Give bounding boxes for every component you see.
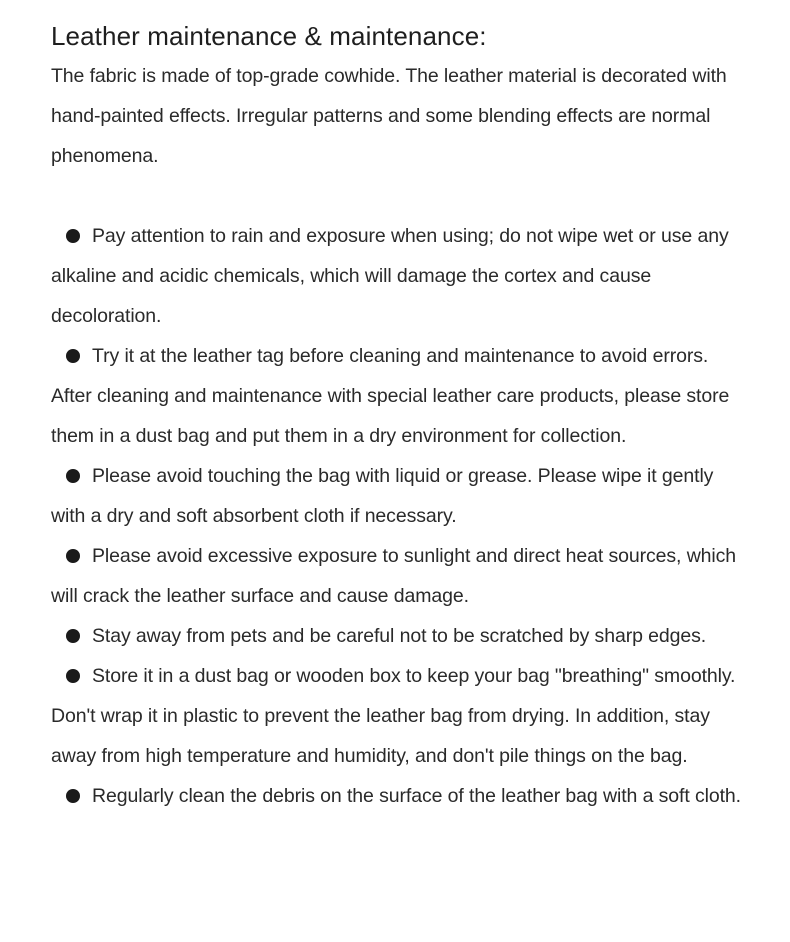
care-instructions — [51, 18, 741, 816]
list-item — [51, 336, 741, 456]
list-item — [51, 536, 741, 616]
list-item-text: Please avoid touching the bag with liquid or grease. Please wipe it gently with a dry and soft absorbent cloth if necessary. — [51, 465, 714, 527]
list-item — [51, 656, 741, 776]
list-item-text: Regularly clean the debris on the surface of the leather bag with a soft cloth. — [92, 785, 741, 807]
bullet-icon — [66, 349, 80, 363]
spacer — [51, 176, 741, 216]
list-item-text: Pay attention to rain and exposure when using; do not wipe wet or use any alkaline and acidic chemicals, which will damage the cortex and cause decoloration. — [51, 225, 729, 327]
section-title: Leather maintenance & maintenance: — [51, 21, 487, 51]
bullet-icon — [66, 789, 80, 803]
intro-paragraph: The fabric is made of top-grade cowhide. The leather material is decorated with hand-painted effects. Irregular patterns and some blending effects are normal phenomena. — [51, 65, 727, 167]
bullet-list — [51, 216, 741, 816]
bullet-icon — [66, 229, 80, 243]
bullet-icon — [66, 549, 80, 563]
list-item-text: Try it at the leather tag before cleaning and maintenance to avoid errors. After cleaning and maintenance with special leather care products, please store them in a dust bag and put them in a dry environment for collection. — [51, 345, 730, 447]
list-item — [51, 456, 741, 536]
bullet-icon — [66, 629, 80, 643]
bullet-icon — [66, 469, 80, 483]
list-item — [51, 616, 741, 656]
list-item-text: Please avoid excessive exposure to sunlight and direct heat sources, which will crack the leather surface and cause damage. — [51, 545, 737, 607]
list-item-text: Store it in a dust bag or wooden box to keep your bag "breathing" smoothly. Don't wrap it in plastic to prevent the leather bag from drying. In addition, stay away from high temperature and humidity, and don't pile things on the bag. — [51, 665, 736, 767]
bullet-icon — [66, 669, 80, 683]
list-item — [51, 216, 741, 336]
list-item-text: Stay away from pets and be careful not to be scratched by sharp edges. — [92, 625, 707, 647]
list-item — [51, 776, 741, 816]
